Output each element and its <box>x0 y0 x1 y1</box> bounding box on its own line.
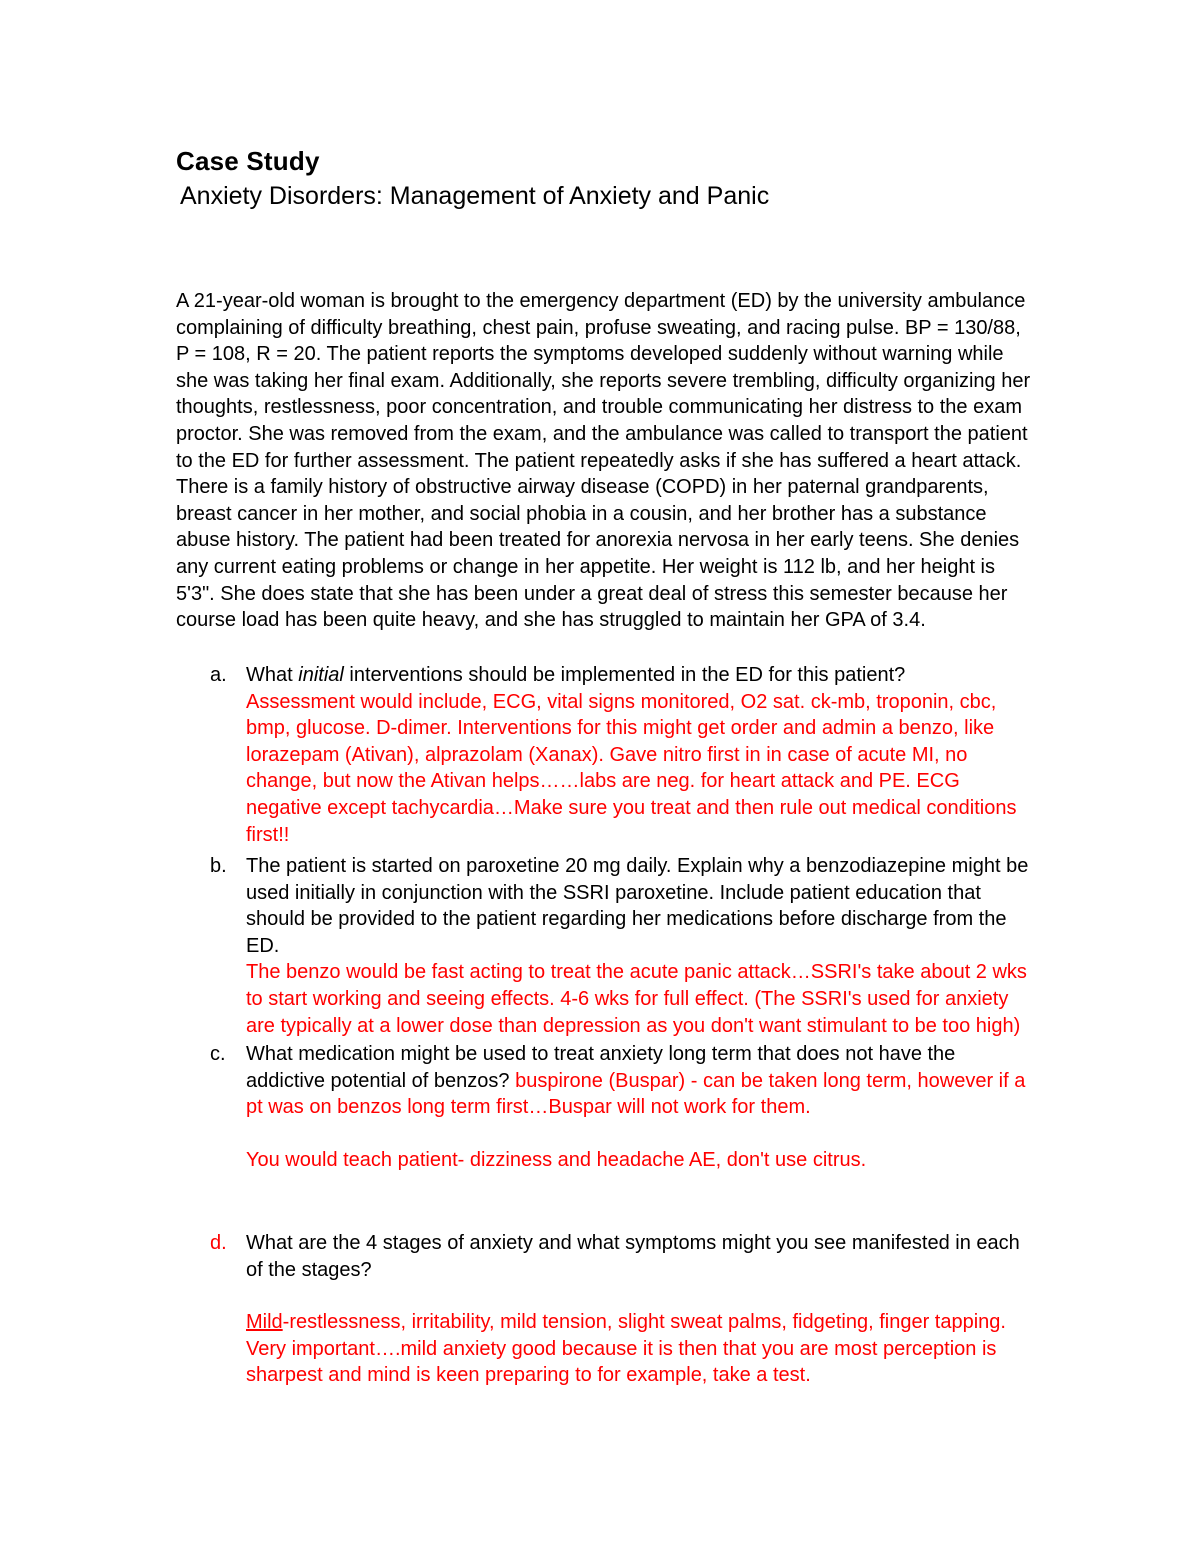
answer-d-stage-label: Mild <box>246 1311 283 1334</box>
case-intro-paragraph: A 21-year-old woman is brought to the emergency department (ED) by the university ambulance complaining of difficulty breathing, chest pain, profuse sweating, and racing pulse. BP = 130/88, P = 108, R = 20. The patient reports the symptoms developed suddenly without warning while she was taking her final exam. Additionally, she reports severe trembling, difficulty organizing her thoughts, restlessness, poor concentration, and trouble communicating her distress to the exam proctor. She was removed from the exam, and the ambulance was called to transport the patient to the ED for further assessment. The patient repeatedly asks if she has suffered a heart attack. There is a family history of obstructive airway disease (COPD) in her paternal grandparents, breast cancer in her mother, and social phobia in a cousin, and her brother has a substance abuse history. The patient had been treated for anorexia nervosa in her early teens. She denies any current eating problems or change in her appetite. Her weight is 112 lb, and her height is 5'3". She does state that she has been under a great deal of stress this semester because her course load has been quite heavy, and she has struggled to maintain her GPA of 3.4. <box>176 290 1031 632</box>
question-b-text: The patient is started on paroxetine 20 mg daily. Explain why a benzodiazepine might be used initially in conjunction with the SSRI paroxetine. Include patient education that should be provided to the patient regarding her medications before discharge from the ED. <box>246 855 1029 957</box>
answer-b: The benzo would be fast acting to treat the acute panic attack…SSRI's take about 2 wks to start working and seeing effects. 4-6 wks for full effect. (The SSRI's used for anxiety are typically at a lower dose than depression as you don't want stimulant to be too high) <box>246 961 1027 1037</box>
question-c-marker: c. <box>210 1043 226 1065</box>
answer-a: Assessment would include, ECG, vital signs monitored, O2 sat. ck-mb, troponin, cbc, bmp, glucose. D-dimer. Interventions for this might get order and admin a benzo, like lorazepam (Ativan), alprazolam (Xanax). Gave nitro first in in case of acute MI, no change, but now the Ativan helps……labs are neg. for heart attack and PE. ECG negative except tachycardia…Make sure you treat and then rule out medical conditions first!! <box>246 690 1017 846</box>
question-a-text <box>246 662 1036 689</box>
question-a-marker: a. <box>210 664 227 686</box>
question-c-text <box>246 1041 1036 1121</box>
question-a-text-italic: initial <box>298 664 344 686</box>
question-b-body <box>246 853 1036 1039</box>
answer-d-text: -restlessness, irritability, mild tension, slight sweat palms, fidgeting, finger tapping. Very important….mild anxiety good because it is then that you are most perception is sharpest and mind is keen preparing to for example, take a test. <box>246 1311 1006 1387</box>
answer-c: buspirone (Buspar) - can be taken long term, however if a pt was on benzos long term first…Buspar will not work for them. <box>246 1069 1026 1119</box>
question-d-marker: d. <box>210 1232 227 1254</box>
question-d-text: What are the 4 stages of anxiety and what symptoms might you see manifested in each of the stages? <box>246 1232 1020 1281</box>
question-a-body <box>246 662 1036 848</box>
answer-c-teaching: You would teach patient- dizziness and headache AE, don't use citrus. <box>246 1148 867 1171</box>
question-d-body <box>246 1230 1036 1389</box>
question-b-marker: b. <box>210 855 227 877</box>
document-subtitle: Anxiety Disorders: Management of Anxiety and Panic <box>180 182 770 210</box>
answer-d <box>246 1309 1036 1389</box>
question-c-question: What medication might be used to treat anxiety long term that does not have the addictive potential of benzos? <box>246 1043 956 1092</box>
question-a-text-pre: What <box>246 664 299 686</box>
question-a-text-post: interventions should be implemented in the ED for this patient? <box>343 664 906 686</box>
document-title: Case Study <box>176 146 320 176</box>
question-c-body <box>246 1041 1036 1173</box>
